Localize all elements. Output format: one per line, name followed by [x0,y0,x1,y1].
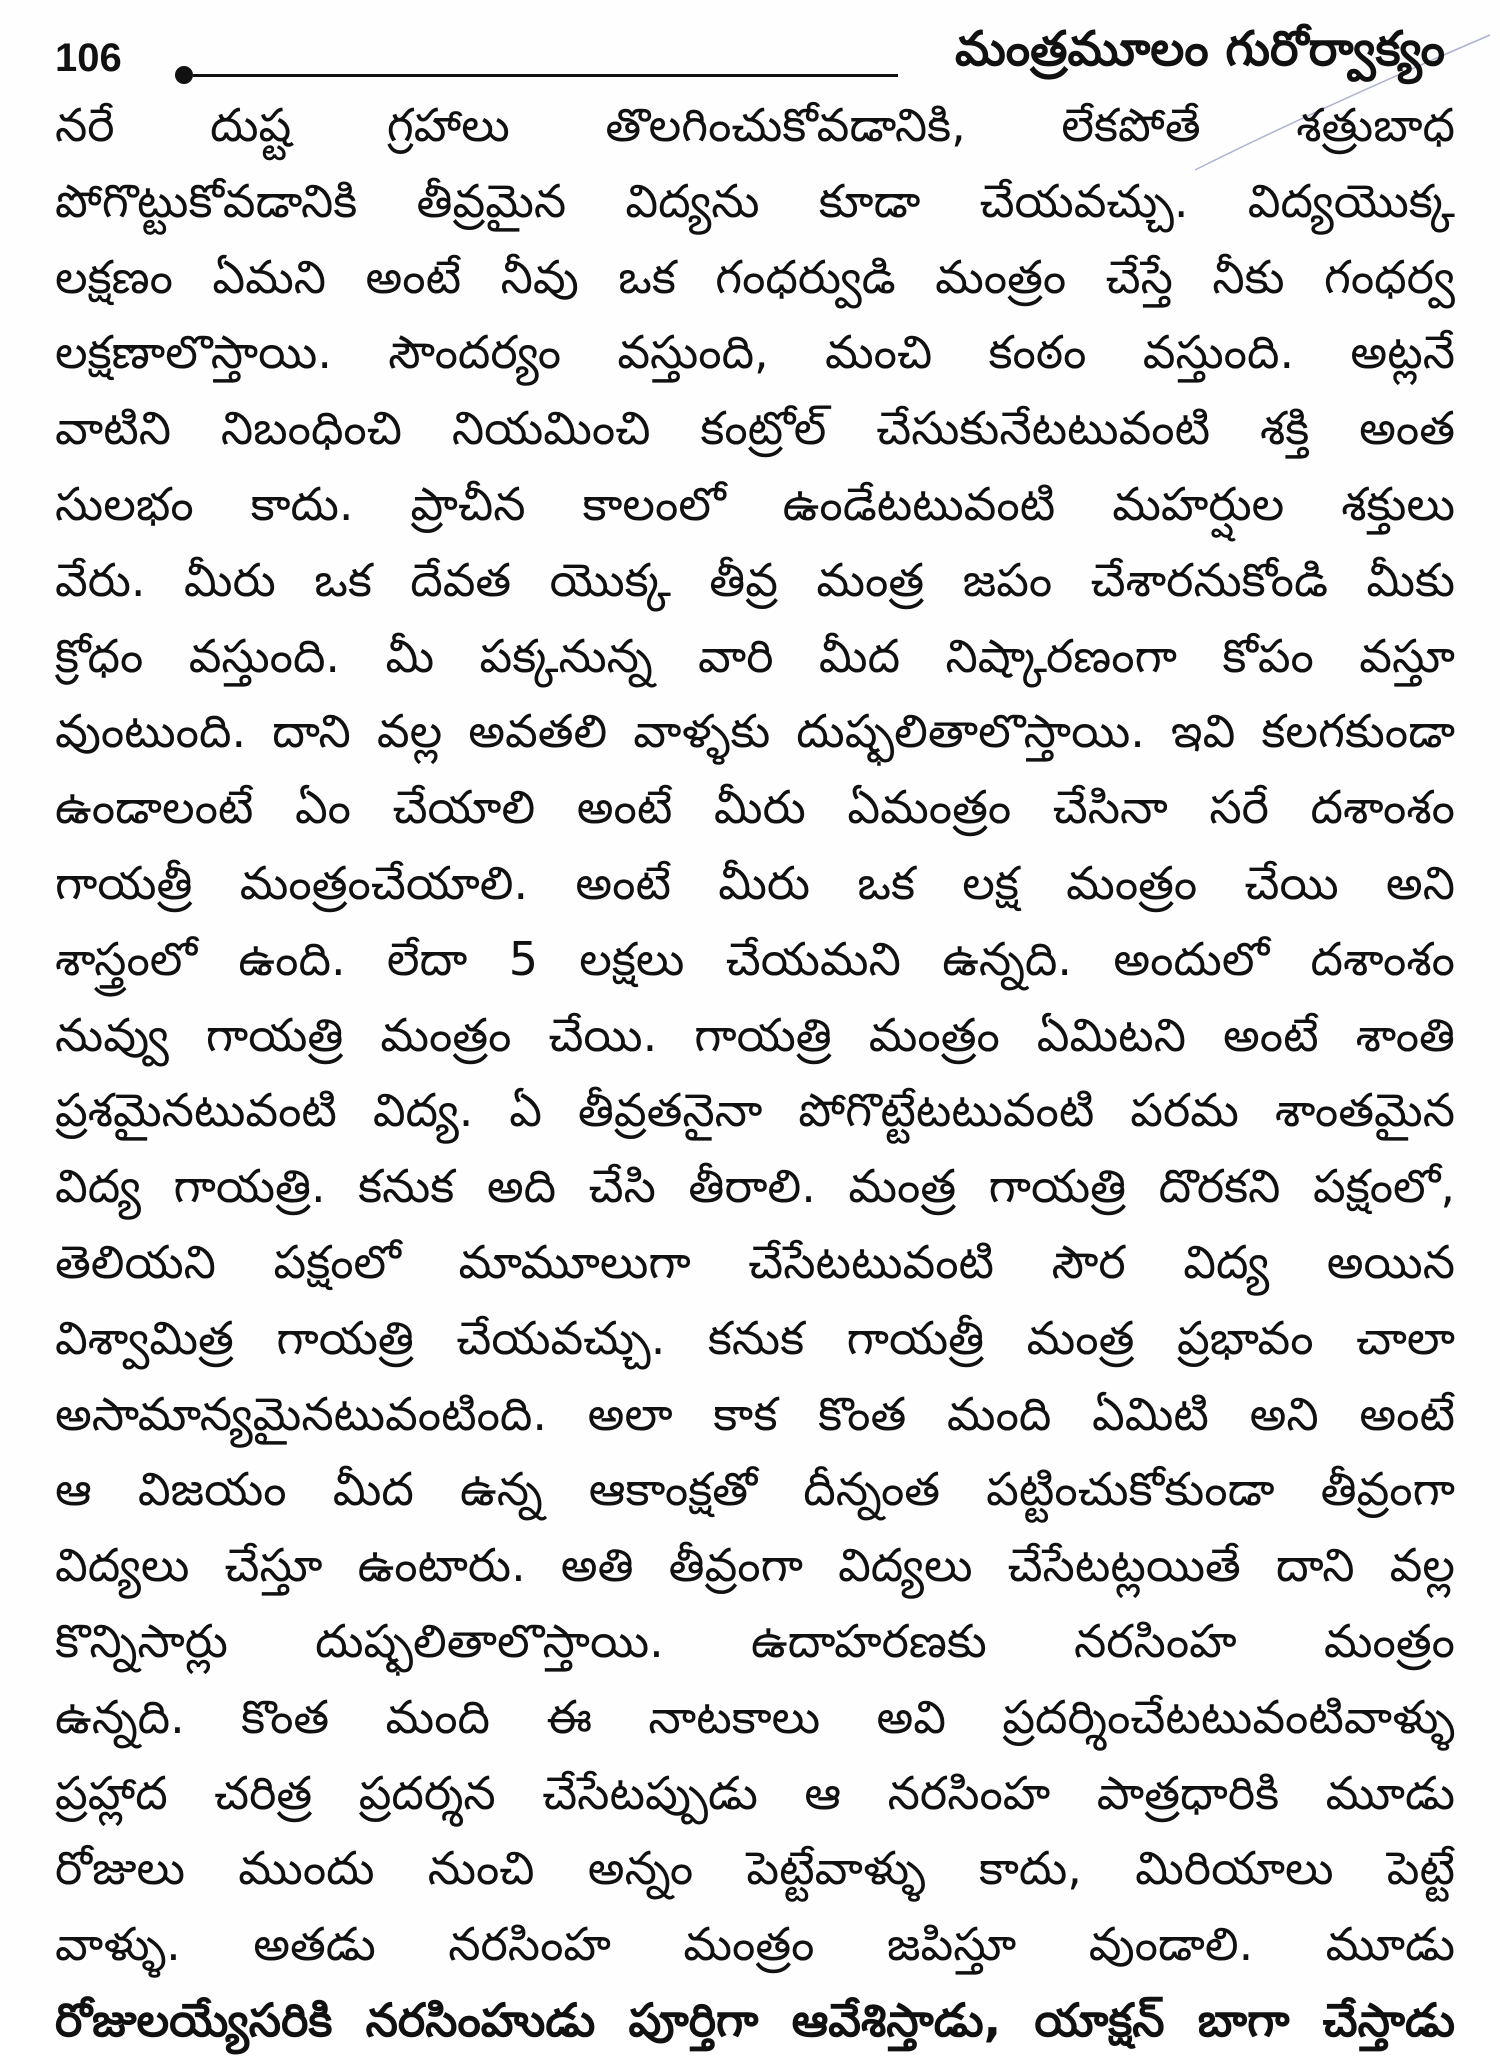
running-title: మంత్రమూలం గురోర్వాక్యం [955,21,1445,77]
text-line: రోజులు ముందు నుంచి అన్నం పెట్టేవాళ్ళు కాదు, మిరియాలు పెట్టే [55,1841,1455,1896]
text-line: పోగొట్టుకోవడానికి తీవ్రమైన విద్యను కూడా చేయవచ్చు. విద్యయొక్క [55,173,1455,228]
text-line: నరే దుష్ట గ్రహాలు తొలగించుకోవడానికి, లేకపోతే శత్రుబాధ [55,98,1455,152]
text-line: శాస్త్రంలో ఉంది. లేదా 5 లక్షలు చేయమని ఉన్నది. అందులో దశాంశం [55,931,1455,986]
header-bullet-dot [175,66,193,84]
text-line: క్రోధం వస్తుంది. మీ పక్కనున్న వారి మీద నిష్కారణంగా కోపం వస్తూ [55,628,1455,683]
text-line: విశ్వామిత్ర గాయత్రి చేయవచ్చు. కనుక గాయత్రీ మంత్ర ప్రభావం చాలా [55,1310,1455,1365]
text-line: గాయత్రీ మంత్రంచేయాలి. అంటే మీరు ఒక లక్ష మంత్రం చేయి అని [55,855,1455,910]
text-line: ఉండాలంటే ఏం చేయాలి అంటే మీరు ఏమంత్రం చేసినా సరే దశాంశం [55,780,1455,835]
text-line: ఉన్నది. కొంత మంది ఈ నాటకాలు అవి ప్రదర్శించేటటువంటివాళ్ళు [55,1689,1455,1744]
page-header [55,18,1445,88]
text-line: వుంటుంది. దాని వల్ల అవతలి వాళ్ళకు దుష్ఫలితాలొస్తాయి. ఇవి కలగకుండా [55,704,1455,759]
text-line: వాటిని నిబంధించి నియమించి కంట్రోల్ చేసుకునేటటువంటి శక్తి అంత [55,401,1455,456]
text-line: విద్య గాయత్రి. కనుక అది చేసి తీరాలి. మంత్ర గాయత్రి దొరకని పక్షంలో, [55,1159,1455,1214]
text-line: ప్రశమైనటువంటి విద్య. ఏ తీవ్రతనైనా పోగొట్టేటటువంటి పరమ శాంతమైన [55,1083,1455,1138]
text-line: ప్రహ్లాద చరిత్ర ప్రదర్శన చేసేటప్పుడు ఆ నరసింహ పాత్రధారికి మూడు [55,1765,1455,1820]
text-line: నువ్వు గాయత్రి మంత్రం చేయి. గాయత్రి మంత్రం ఏమిటని అంటే శాంతి [55,1007,1455,1062]
text-line: లక్షణాలొస్తాయి. సౌందర్యం వస్తుంది, మంచి కంఠం వస్తుంది. అట్లనే [55,325,1455,380]
header-rule-line [193,74,898,77]
text-line: వాళ్ళు. అతడు నరసింహ మంత్రం జపిస్తూ వుండాలి. మూడు [55,1917,1455,1972]
text-line: కొన్నిసార్లు దుష్ఫలితాలొస్తాయి. ఉదాహరణకు నరసింహ మంత్రం [55,1613,1455,1668]
page-number: 106 [55,36,122,80]
text-line: అసామాన్యమైనటువంటింది. అలా కాక కొంత మంది ఏమిటి అని అంటే [55,1386,1455,1441]
text-line: లక్షణం ఏమని అంటే నీవు ఒక గంధర్వుడి మంత్రం చేస్తే నీకు గంధర్వ [55,249,1455,304]
body-text [55,88,1455,2059]
text-line: రోజులయ్యేసరికి నరసింహుడు పూర్తిగా ఆవేశిస్తాడు, యాక్షన్ బాగా చేస్తాడు [55,1992,1455,2047]
text-line: తెలియని పక్షంలో మామూలుగా చేసేటటువంటి సౌర విద్య అయిన [55,1234,1455,1289]
text-line: సులభం కాదు. ప్రాచీన కాలంలో ఉండేటటువంటి మహర్షుల శక్తులు [55,476,1455,531]
text-line: విద్యలు చేస్తూ ఉంటారు. అతి తీవ్రంగా విద్యలు చేసేటట్లయితే దాని వల్ల [55,1538,1455,1593]
text-line: ఆ విజయం మీద ఉన్న ఆకాంక్షతో దీన్నంత పట్టించుకోకుండా తీవ్రంగా [55,1462,1455,1517]
text-line: వేరు. మీరు ఒక దేవత యొక్క తీవ్ర మంత్ర జపం చేశారనుకోండి మీకు [55,552,1455,607]
